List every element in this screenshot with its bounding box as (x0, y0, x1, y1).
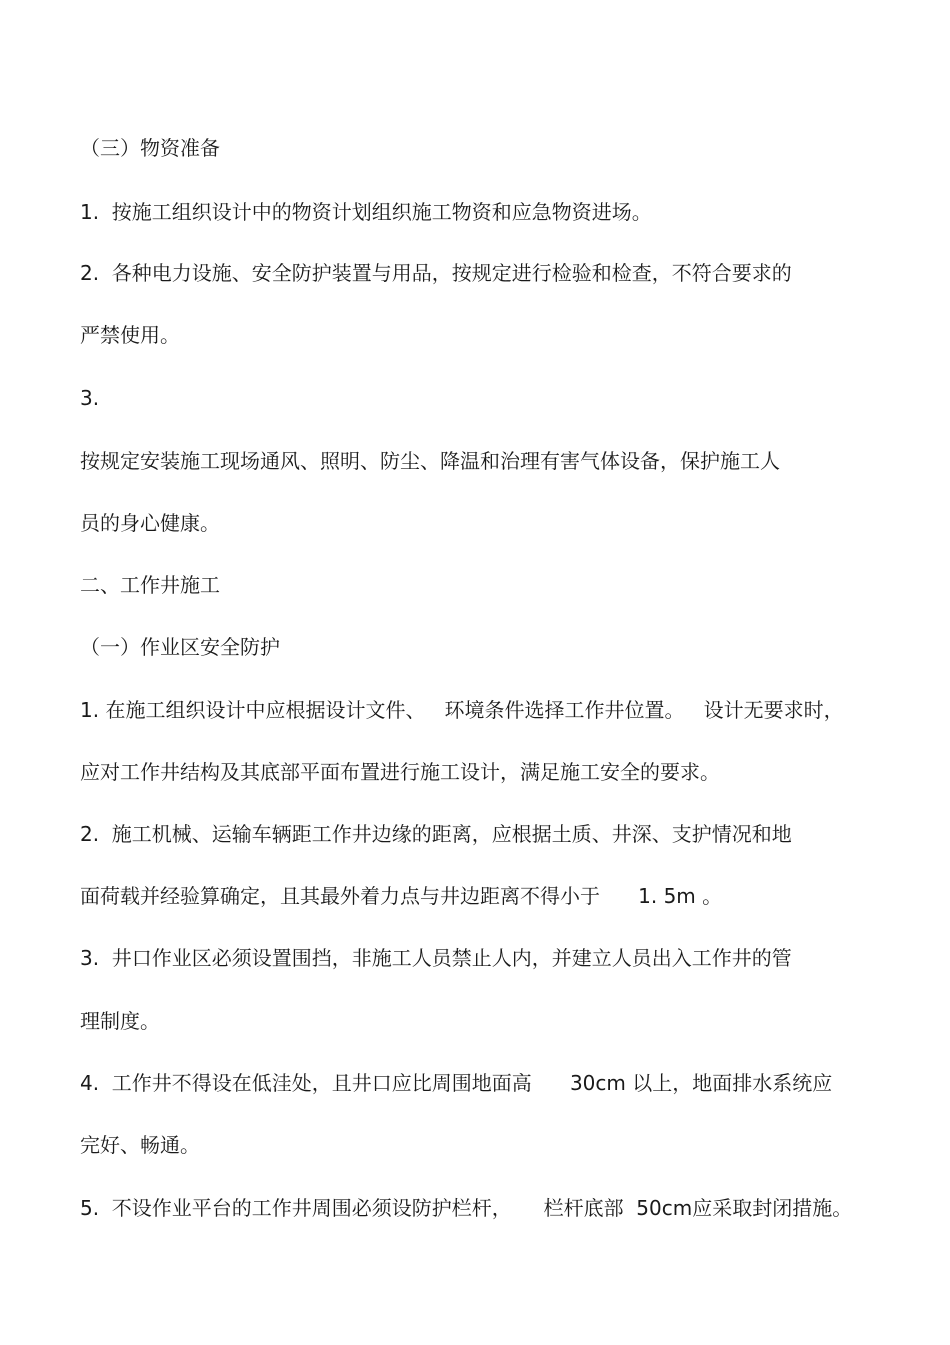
paragraph-line: 4. 工作井不得设在低洼处，且井口应比周围地面高 30cm 以上，地面排水系统应 (80, 1071, 833, 1095)
paragraph-line: 应对工作井结构及其底部平面布置进行施工设计，满足施工安全的要求。 (80, 760, 720, 784)
paragraph-line: 2. 各种电力设施、安全防护装置与用品，按规定进行检验和检查，不符合要求的 (80, 261, 792, 285)
paragraph-line: 面荷载并经验算确定，且其最外着力点与井边距离不得小于 1. 5m 。 (80, 884, 723, 908)
paragraph-line: 5. 不设作业平台的工作井周围必须设防护栏杆， 栏杆底部 50cm应采取封闭措施。 (80, 1196, 853, 1220)
paragraph-line: 1. 在施工组织设计中应根据设计文件、 环境条件选择工作井位置。 设计无要求时， (80, 698, 844, 722)
paragraph-line: 3. (80, 386, 100, 410)
paragraph-line: 按规定安装施工现场通风、照明、防尘、降温和治理有害气体设备，保护施工人 (80, 449, 780, 473)
paragraph-line: 员的身心健康。 (80, 511, 220, 535)
subsection-heading-safety-protection: （一）作业区安全防护 (80, 635, 280, 659)
section-heading-materials: （三）物资准备 (80, 136, 220, 160)
paragraph-line: 严禁使用。 (80, 323, 180, 347)
paragraph-line: 1. 按施工组织设计中的物资计划组织施工物资和应急物资进场。 (80, 200, 652, 224)
section-heading-shaft-construction: 二、工作井施工 (80, 573, 220, 597)
paragraph-line: 2. 施工机械、运输车辆距工作井边缘的距离，应根据土质、井深、支护情况和地 (80, 822, 792, 846)
paragraph-line: 完好、畅通。 (80, 1133, 200, 1157)
paragraph-line: 理制度。 (80, 1009, 160, 1033)
paragraph-line: 3. 井口作业区必须设置围挡，非施工人员禁止人内，并建立人员出入工作井的管 (80, 946, 792, 970)
